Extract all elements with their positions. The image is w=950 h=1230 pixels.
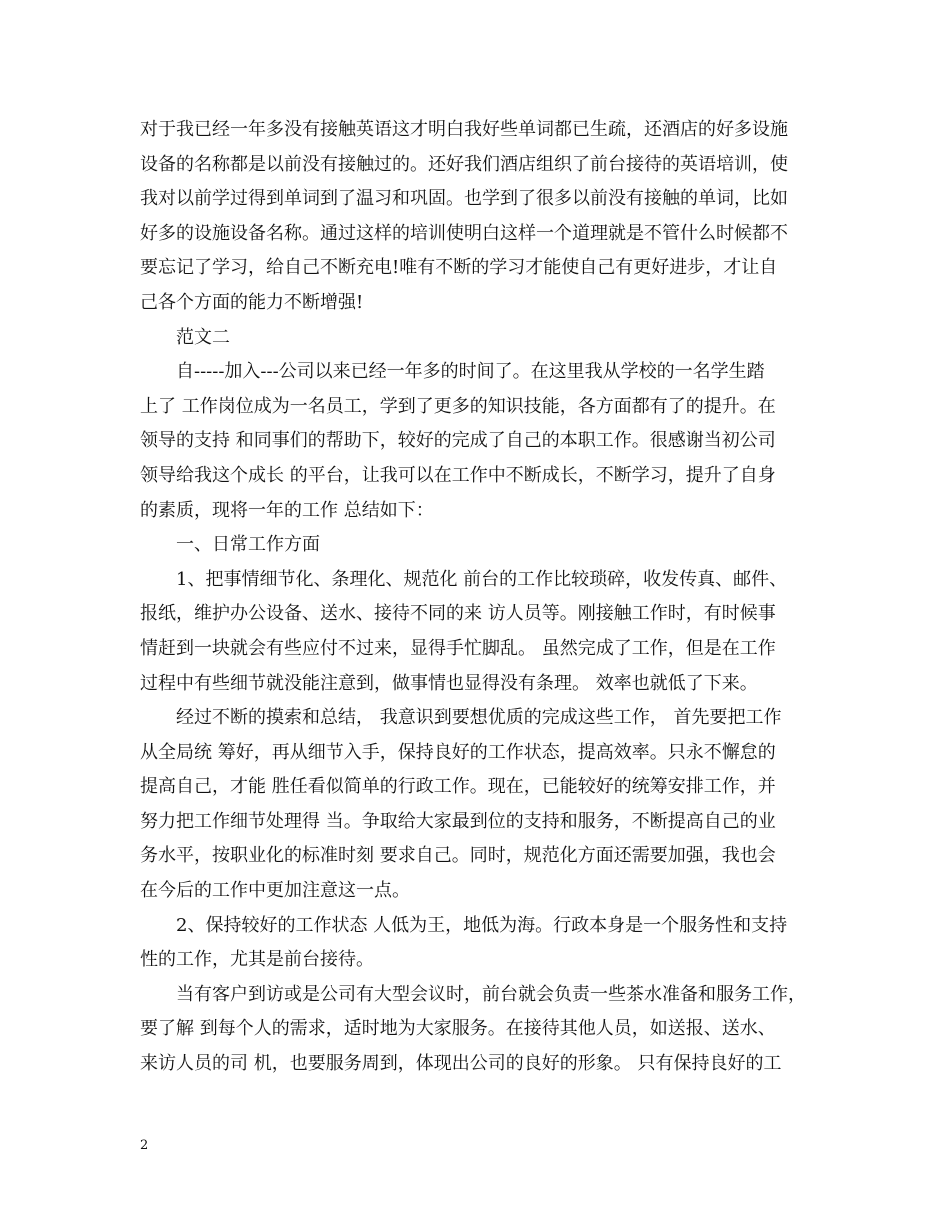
text-line: 过程中有些细节就没能注意到，做事情也显得没有条理。 效率也就低了下来。 bbox=[140, 672, 758, 694]
text-line: 对于我已经一年多没有接触英语这才明白我好些单词都已生疏，还酒店的好多设施 bbox=[140, 119, 788, 140]
text-line: 提高自己，才能 胜任看似简单的行政工作。现在，已能较好的统筹安排工作，并 bbox=[140, 776, 776, 798]
text-line: 要忘记了学习，给自己不断充电!唯有不断的学习才能使自己有更好进步，才让自 bbox=[140, 257, 778, 279]
text-line: 1、把事情细节化、条理化、规范化 前台的工作比较琐碎，收发传真、邮件、 bbox=[140, 568, 788, 590]
text-line: 领导给我这个成长 的平台，让我可以在工作中不断成长，不断学习，提升了自身 bbox=[140, 464, 776, 486]
text-line: 领导的支持 和同事们的帮助下，较好的完成了自己的本职工作。很感谢当初公司 bbox=[140, 430, 776, 452]
text-line: 设备的名称都是以前没有接触过的。还好我们酒店组织了前台接待的英语培训，使 bbox=[140, 153, 788, 175]
text-line: 当有客户到访或是公司有大型会议时，前台就会负责一些茶水准备和服务工作， bbox=[140, 983, 806, 1005]
section-heading-daily-work: 一、日常工作方面 bbox=[140, 534, 320, 556]
text-line: 我对以前学过得到单词到了温习和巩固。也学到了很多以前没有接触的单词，比如 bbox=[140, 188, 788, 210]
page-number: 2 bbox=[140, 1138, 149, 1153]
text-line: 要了解 到每个人的需求，适时地为大家服务。在接待其他人员，如送报、送水、 bbox=[140, 1018, 776, 1040]
text-line: 经过不断的摸索和总结， 我意识到要想优质的完成这些工作， 首先要把工作 bbox=[140, 707, 782, 729]
text-line: 报纸，维护办公设备、送水、接待不同的来 访人员等。刚接触工作时，有时候事 bbox=[140, 603, 776, 625]
text-line: 从全局统 筹好，再从细节入手，保持良好的工作状态，提高效率。只永不懈怠的 bbox=[140, 741, 776, 763]
document-body bbox=[140, 113, 820, 1082]
text-line: 情赶到一块就会有些应付不过来，显得手忙脚乱。 虽然完成了工作，但是在工作 bbox=[140, 637, 776, 659]
text-line: 2、保持较好的工作状态 人低为王，地低为海。行政本身是一个服务性和支持 bbox=[140, 914, 788, 936]
text-line: 来访人员的司 机，也要服务周到，体现出公司的良好的形象。 只有保持良好的工 bbox=[140, 1053, 782, 1075]
text-line: 性的工作，尤其是前台接待。 bbox=[140, 949, 374, 971]
text-line: 自-----加入---公司以来已经一年多的时间了。在这里我从学校的一名学生踏 bbox=[140, 361, 765, 383]
text-line: 的素质，现将一年的工作 总结如下： bbox=[140, 499, 434, 521]
text-line: 努力把工作细节处理得 当。争取给大家最到位的支持和服务，不断提高自己的业 bbox=[140, 810, 776, 832]
text-line: 在今后的工作中更加注意这一点。 bbox=[140, 880, 410, 902]
text-line: 务水平，按职业化的标准时刻 要求自己。同时，规范化方面还需要加强，我也会 bbox=[140, 845, 776, 867]
text-line: 己各个方面的能力不断增强! bbox=[140, 291, 364, 313]
text-line: 上了 工作岗位成为一名员工，学到了更多的知识技能，各方面都有了的提升。在 bbox=[140, 395, 776, 417]
section-heading-fanwen-er: 范文二 bbox=[140, 326, 230, 348]
text-line: 好多的设施设备名称。通过这样的培训使明白这样一个道理就是不管什么时候都不 bbox=[140, 222, 788, 244]
